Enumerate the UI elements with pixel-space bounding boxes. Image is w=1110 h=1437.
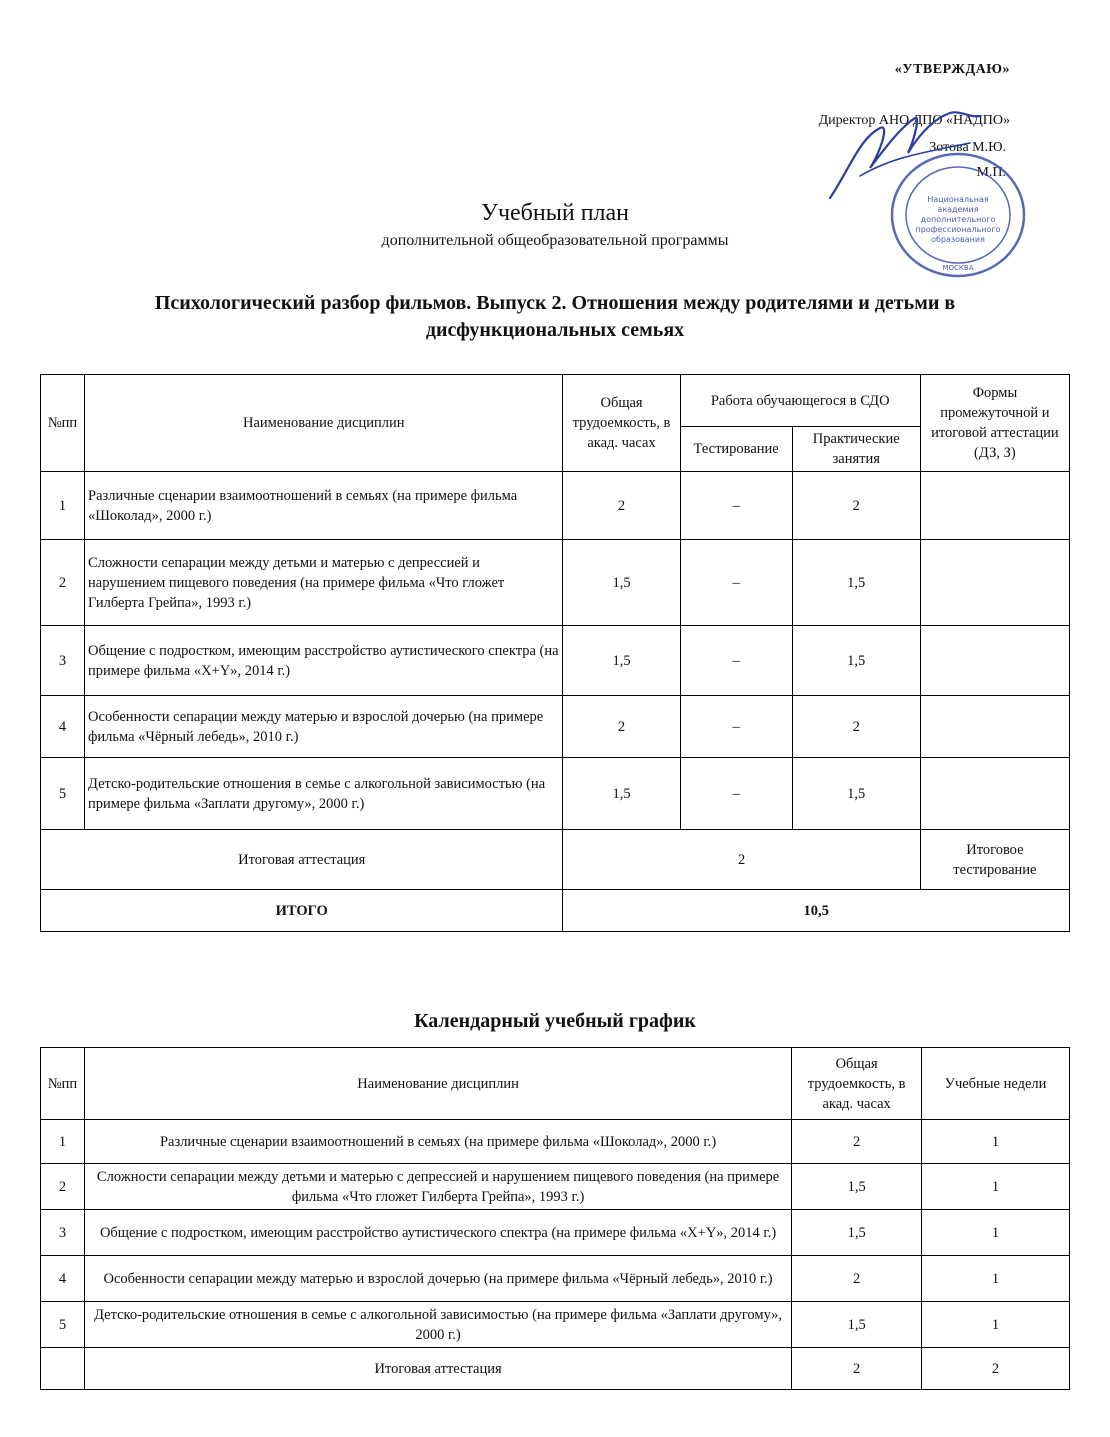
approval-name: Зотова М.Ю. [929, 140, 1006, 155]
row-forms [920, 540, 1069, 626]
approval-title: «УТВЕРЖДАЮ» [894, 62, 1010, 77]
row-forms [920, 472, 1069, 540]
cal-row-num: 4 [41, 1256, 85, 1302]
row-testing: – [680, 472, 792, 540]
svg-text:образования: образования [931, 235, 985, 244]
calendar-table [40, 1047, 1070, 1390]
header-num: №пп [41, 375, 85, 472]
row-forms [920, 758, 1069, 830]
row-total: 2 [563, 472, 680, 540]
row-name: Особенности сепарации между матерью и взрослой дочерью (на примере фильма «Чёрный лебедь», 2010 г.) [85, 696, 563, 758]
plan-subtitle: дополнительной общеобразовательной программы [381, 232, 729, 249]
svg-text:академия: академия [937, 205, 979, 214]
row-name: Общение с подростком, имеющим расстройство аутистического спектра (на примере фильма «X+Y», 2014 г.) [85, 626, 563, 696]
row-practice: 2 [792, 472, 920, 540]
cal-row-num: 1 [41, 1120, 85, 1164]
cal-header-name: Наименование дисциплин [84, 1048, 791, 1120]
table-row [41, 758, 1070, 830]
row-testing: – [680, 758, 792, 830]
cal-row-weeks: 1 [922, 1256, 1070, 1302]
curriculum-table [40, 374, 1070, 932]
table-row [41, 1164, 1070, 1210]
row-name: Детско-родительские отношения в семье с алкогольной зависимостью (на примере фильма «Заплати другому», 2000 г.) [85, 758, 563, 830]
row-name: Различные сценарии взаимоотношений в семьях (на примере фильма «Шоколад», 2000 г.) [85, 472, 563, 540]
final-form: Итоговое тестирование [920, 830, 1069, 890]
header-practice: Практические занятия [792, 427, 920, 472]
cal-row-num: 5 [41, 1302, 85, 1348]
total-row [41, 890, 1070, 932]
row-num: 2 [41, 540, 85, 626]
row-practice: 1,5 [792, 540, 920, 626]
row-num: 1 [41, 472, 85, 540]
row-testing: – [680, 540, 792, 626]
cal-row-total: 1,5 [792, 1210, 922, 1256]
svg-text:профессионального: профессионального [915, 225, 1001, 234]
total-label: ИТОГО [41, 890, 563, 932]
cal-row-name: Различные сценарии взаимоотношений в семьях (на примере фильма «Шоколад», 2000 г.) [84, 1120, 791, 1164]
svg-text:Национальная: Национальная [927, 195, 989, 204]
director-signature [820, 98, 990, 208]
cal-row-weeks: 1 [922, 1164, 1070, 1210]
row-testing: – [680, 626, 792, 696]
program-title: Психологический разбор фильмов. Выпуск 2. Отношения между родителями и детьми в дисфункциональных семьях [154, 292, 956, 341]
cal-row-name: Особенности сепарации между матерью и взрослой дочерью (на примере фильма «Чёрный лебедь», 2010 г.) [84, 1256, 791, 1302]
cal-row-total: 1,5 [792, 1302, 922, 1348]
plan-title: Учебный план [480, 200, 630, 226]
row-practice: 1,5 [792, 626, 920, 696]
row-total: 1,5 [563, 626, 680, 696]
cal-row-name: Детско-родительские отношения в семье с алкогольной зависимостью (на примере фильма «Заплати другому», 2000 г.) [84, 1302, 791, 1348]
table-row [41, 696, 1070, 758]
row-total: 2 [563, 696, 680, 758]
row-practice: 1,5 [792, 758, 920, 830]
cal-final-total: 2 [792, 1348, 922, 1390]
final-value: 2 [563, 830, 920, 890]
cal-final-label: Итоговая аттестация [84, 1348, 791, 1390]
row-testing: – [680, 696, 792, 758]
row-name: Сложности сепарации между детьми и матерью с депрессией и нарушением пищевого поведения (на примере фильма «Что гложет Гилберта Грейпа», 1993 г.) [85, 540, 563, 626]
row-forms [920, 696, 1069, 758]
calendar-title: Календарный учебный график [414, 1010, 696, 1032]
cal-final-weeks: 2 [922, 1348, 1070, 1390]
table-row [41, 1256, 1070, 1302]
cal-row-weeks: 1 [922, 1302, 1070, 1348]
header-name: Наименование дисциплин [85, 375, 563, 472]
table-row [41, 1210, 1070, 1256]
cal-header-total: Общая трудоемкость, в акад. часах [792, 1048, 922, 1120]
table-row [41, 540, 1070, 626]
cal-row-name: Общение с подростком, имеющим расстройство аутистического спектра (на примере фильма «X+Y», 2014 г.) [84, 1210, 791, 1256]
cal-row-num: 3 [41, 1210, 85, 1256]
table-row [41, 472, 1070, 540]
total-value: 10,5 [563, 890, 1070, 932]
table-row [41, 626, 1070, 696]
cal-final-row [41, 1348, 1070, 1390]
final-attestation-row [41, 830, 1070, 890]
row-total: 1,5 [563, 758, 680, 830]
final-label: Итоговая аттестация [41, 830, 563, 890]
approval-position: Директор АНО ДПО «НАДПО» [818, 113, 1010, 128]
cal-row-num: 2 [41, 1164, 85, 1210]
svg-text:дополнительного: дополнительного [920, 215, 996, 224]
cal-header-num: №пп [41, 1048, 85, 1120]
svg-text:МОСКВА: МОСКВА [942, 264, 974, 272]
table-row [41, 1120, 1070, 1164]
cal-header-weeks: Учебные недели [922, 1048, 1070, 1120]
cal-final-num [41, 1348, 85, 1390]
header-testing: Тестирование [680, 427, 792, 472]
header-total: Общая трудоемкость, в акад. часах [563, 375, 680, 472]
cal-row-name: Сложности сепарации между детьми и матерью с депрессией и нарушением пищевого поведения (на примере фильма «Что гложет Гилберта Грейпа», 1993 г.) [84, 1164, 791, 1210]
cal-row-weeks: 1 [922, 1210, 1070, 1256]
cal-row-total: 1,5 [792, 1164, 922, 1210]
row-num: 3 [41, 626, 85, 696]
cal-row-total: 2 [792, 1256, 922, 1302]
header-forms: Формы промежуточной и итоговой аттестации (ДЗ, З) [920, 375, 1069, 472]
row-num: 5 [41, 758, 85, 830]
approval-seal-mark: М.П. [976, 165, 1006, 180]
cal-row-total: 2 [792, 1120, 922, 1164]
cal-row-weeks: 1 [922, 1120, 1070, 1164]
row-forms [920, 626, 1069, 696]
row-total: 1,5 [563, 540, 680, 626]
row-practice: 2 [792, 696, 920, 758]
table-row [41, 1302, 1070, 1348]
row-num: 4 [41, 696, 85, 758]
header-work: Работа обучающегося в СДО [680, 375, 920, 427]
